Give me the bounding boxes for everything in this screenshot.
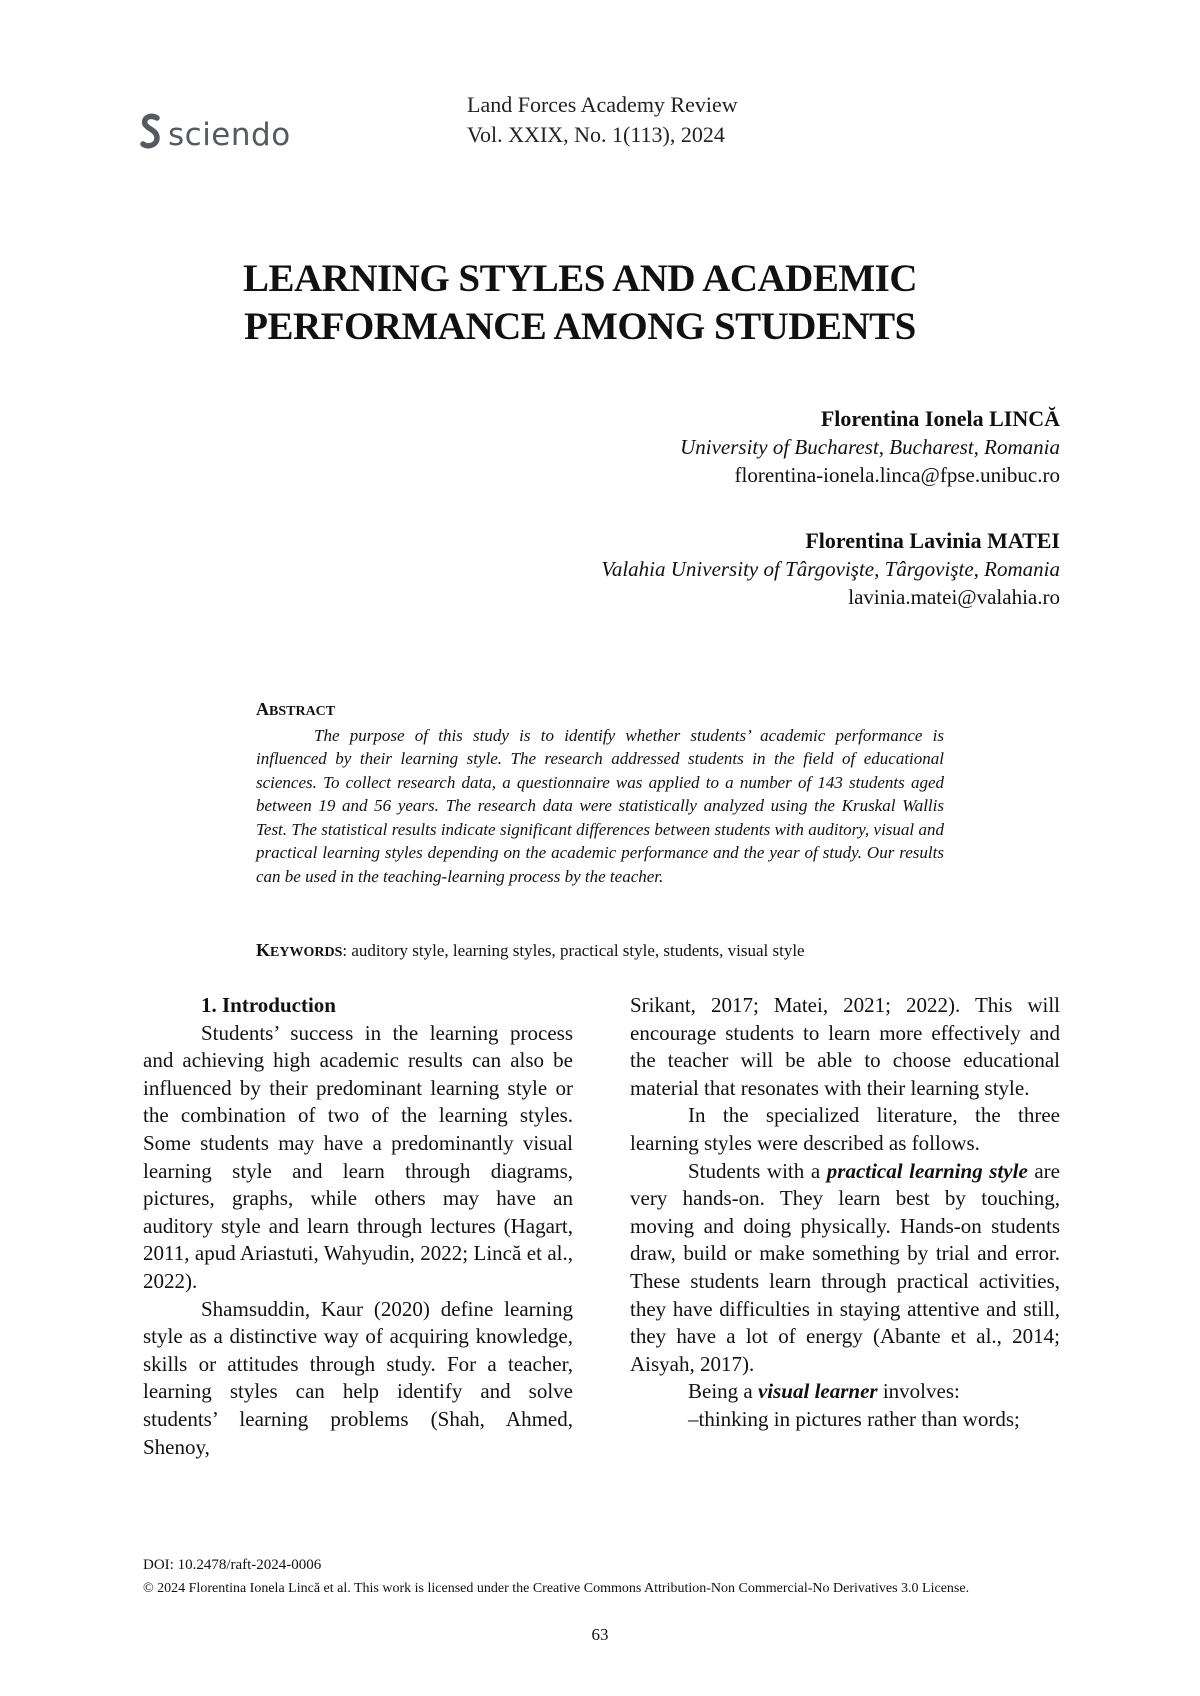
keywords: [256, 940, 805, 961]
journal-header: [467, 90, 738, 150]
author-affiliation: Valahia University of Târgovişte, Târgovişte, Romania: [601, 557, 1060, 581]
publisher-logo: [140, 112, 291, 157]
abstract-heading: ABSTRACT: [256, 699, 336, 719]
body-paragraph: Shamsuddin, Kaur (2020) define learning style as a distinctive way of acquiring knowledge, skills or attitudes through study. For a teacher, learning styles can help identify and solve students’ learning problems (Shah, Ahmed, Shenoy,: [143, 1296, 573, 1459]
paper-title: [200, 255, 960, 351]
keywords-text: : auditory style, learning styles, practical style, students, visual style: [342, 941, 805, 960]
journal-issue: Vol. XXIX, No. 1(113), 2024: [467, 122, 725, 147]
body-column-left: [143, 992, 573, 1461]
emphasis-term: practical learning style: [826, 1158, 1028, 1183]
sciendo-s-icon: [140, 112, 162, 157]
doi: DOI: 10.2478/raft-2024-0006: [143, 1557, 322, 1573]
body-paragraph: Being a visual learner involves:: [688, 1379, 960, 1404]
author-email: florentina-ionela.linca@fpse.unibuc.ro: [734, 463, 1060, 487]
journal-name: Land Forces Academy Review: [467, 92, 738, 117]
body-paragraph: Students with a practical learning style are very hands-on. They learn best by touching, moving and doing physically. Hands-on students draw, build or make something by trial and error. These students learn through practical activities, they have difficulties in staying attentive and still, they have a lot of energy (Abante et al., 2014; Aisyah, 2017).: [630, 1158, 1060, 1376]
abstract: [256, 698, 944, 888]
keywords-heading: KEYWORDS: [256, 940, 343, 960]
body-column-right: [630, 992, 1060, 1434]
emphasis-term: visual learner: [757, 1379, 878, 1404]
author-block-1: [680, 405, 1060, 489]
license-note: © 2024 Florentina Ionela Lincă et al. This work is licensed under the Creative Commons Attribution-Non Commercial-No Derivatives 3.0 License.: [143, 1581, 970, 1596]
author-affiliation: University of Bucharest, Bucharest, Romania: [680, 435, 1060, 459]
body-paragraph: –thinking in pictures rather than words;: [688, 1406, 1020, 1431]
body-paragraph: In the specialized literature, the three learning styles were described as follows.: [630, 1103, 1060, 1155]
page-number: 63: [591, 1625, 609, 1644]
abstract-text: The purpose of this study is to identify whether students’ academic performance is influenced by their learning style. The research addressed students in the field of educational sciences. To collect research data, a questionnaire was applied to a number of 143 students aged between 19 and 56 years. The research data were statistically analyzed using the Kruskal Wallis Test. The statistical results indicate significant differences between students with auditory, visual and practical learning styles depending on the academic performance and the year of study. Our results can be used in the teaching-learning process by the teacher.: [256, 725, 944, 886]
title-line-2: PERFORMANCE AMONG STUDENTS: [244, 305, 916, 348]
title-line-1: LEARNING STYLES AND ACADEMIC: [242, 257, 918, 300]
author-email: lavinia.matei@valahia.ro: [848, 585, 1060, 609]
section-title: 1. Introduction: [201, 993, 336, 1017]
author-block-2: [601, 527, 1060, 611]
body-paragraph: Students’ success in the learning process and achieving high academic results can also be influenced by their predominant learning style or the combination of two of the learning styles. Some students may have a predominantly visual learning style and learn through diagrams, pictures, graphs, while others may have an auditory style and learn through lectures (Hagart, 2011, apud Ariastuti, Wahyudin, 2022; Lincă et al., 2022).: [143, 1020, 573, 1293]
body-paragraph: Srikant, 2017; Matei, 2021; 2022). This will encourage students to learn more effectively and the teacher will be able to choose educational material that resonates with their learning style.: [630, 993, 1060, 1100]
author-name: Florentina Ionela LINCĂ: [820, 406, 1060, 431]
author-name: Florentina Lavinia MATEI: [805, 528, 1060, 553]
logo-text: sciendo: [168, 116, 291, 153]
